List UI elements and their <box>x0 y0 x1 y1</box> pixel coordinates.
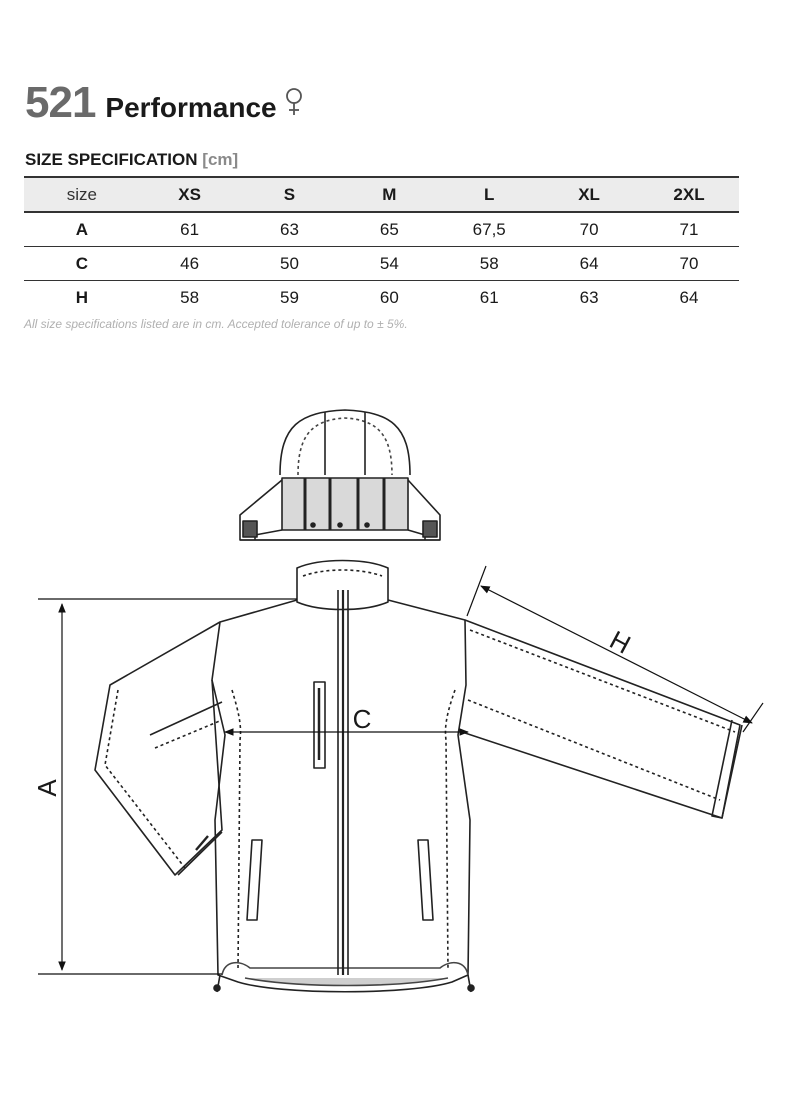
column-header-size: size <box>66 184 97 204</box>
table-header-row <box>24 177 739 212</box>
column-header-xl: XL <box>578 184 600 204</box>
table-row <box>24 247 739 281</box>
row-label-h: H <box>75 287 88 307</box>
label-c: C <box>352 704 372 734</box>
table-cell: 61 <box>479 287 499 307</box>
row-label-a: A <box>75 219 88 239</box>
table-cell: 46 <box>180 253 200 273</box>
table-row <box>24 212 739 247</box>
column-header-xs: XS <box>178 184 201 204</box>
column-header-2xl: 2XL <box>673 184 705 204</box>
table-cell: 70 <box>579 219 599 239</box>
label-h: H <box>604 624 636 660</box>
table-cell: 65 <box>379 219 399 239</box>
dimension-lines <box>38 566 763 974</box>
size-specification-heading <box>25 150 238 170</box>
table-cell: 58 <box>180 287 200 307</box>
hood-drawing <box>240 410 440 540</box>
table-cell: 67,5 <box>472 219 506 239</box>
tolerance-note: All size specifications listed are in cm. Accepted tolerance of up to ± 5%. <box>24 317 408 331</box>
model-number: 521 <box>25 78 96 127</box>
table-cell: 50 <box>280 253 299 273</box>
spec-heading-text: SIZE SPECIFICATION <box>25 150 198 169</box>
jacket-drawing <box>95 561 742 993</box>
title-row <box>25 78 305 128</box>
table-cell: 60 <box>379 287 399 307</box>
spec-unit: [cm] <box>202 150 239 169</box>
table-cell: 61 <box>180 219 200 239</box>
column-header-m: M <box>382 184 397 204</box>
column-header-l: L <box>484 184 495 204</box>
table-cell: 59 <box>280 287 299 307</box>
table-cell: 64 <box>679 287 699 307</box>
table-cell: 71 <box>679 219 699 239</box>
table-cell: 70 <box>679 253 699 273</box>
row-label-c: C <box>75 253 88 273</box>
size-table <box>24 176 739 314</box>
table-cell: 58 <box>479 253 499 273</box>
label-a: A <box>32 779 62 797</box>
table-cell: 64 <box>579 253 599 273</box>
female-icon <box>283 87 305 117</box>
column-header-s: S <box>283 184 296 204</box>
table-cell: 54 <box>379 253 399 273</box>
table-cell: 63 <box>579 287 599 307</box>
table-cell: 63 <box>280 219 299 239</box>
table-row <box>24 281 739 315</box>
model-name: Performance <box>105 92 277 123</box>
jacket-diagram <box>0 380 800 1020</box>
